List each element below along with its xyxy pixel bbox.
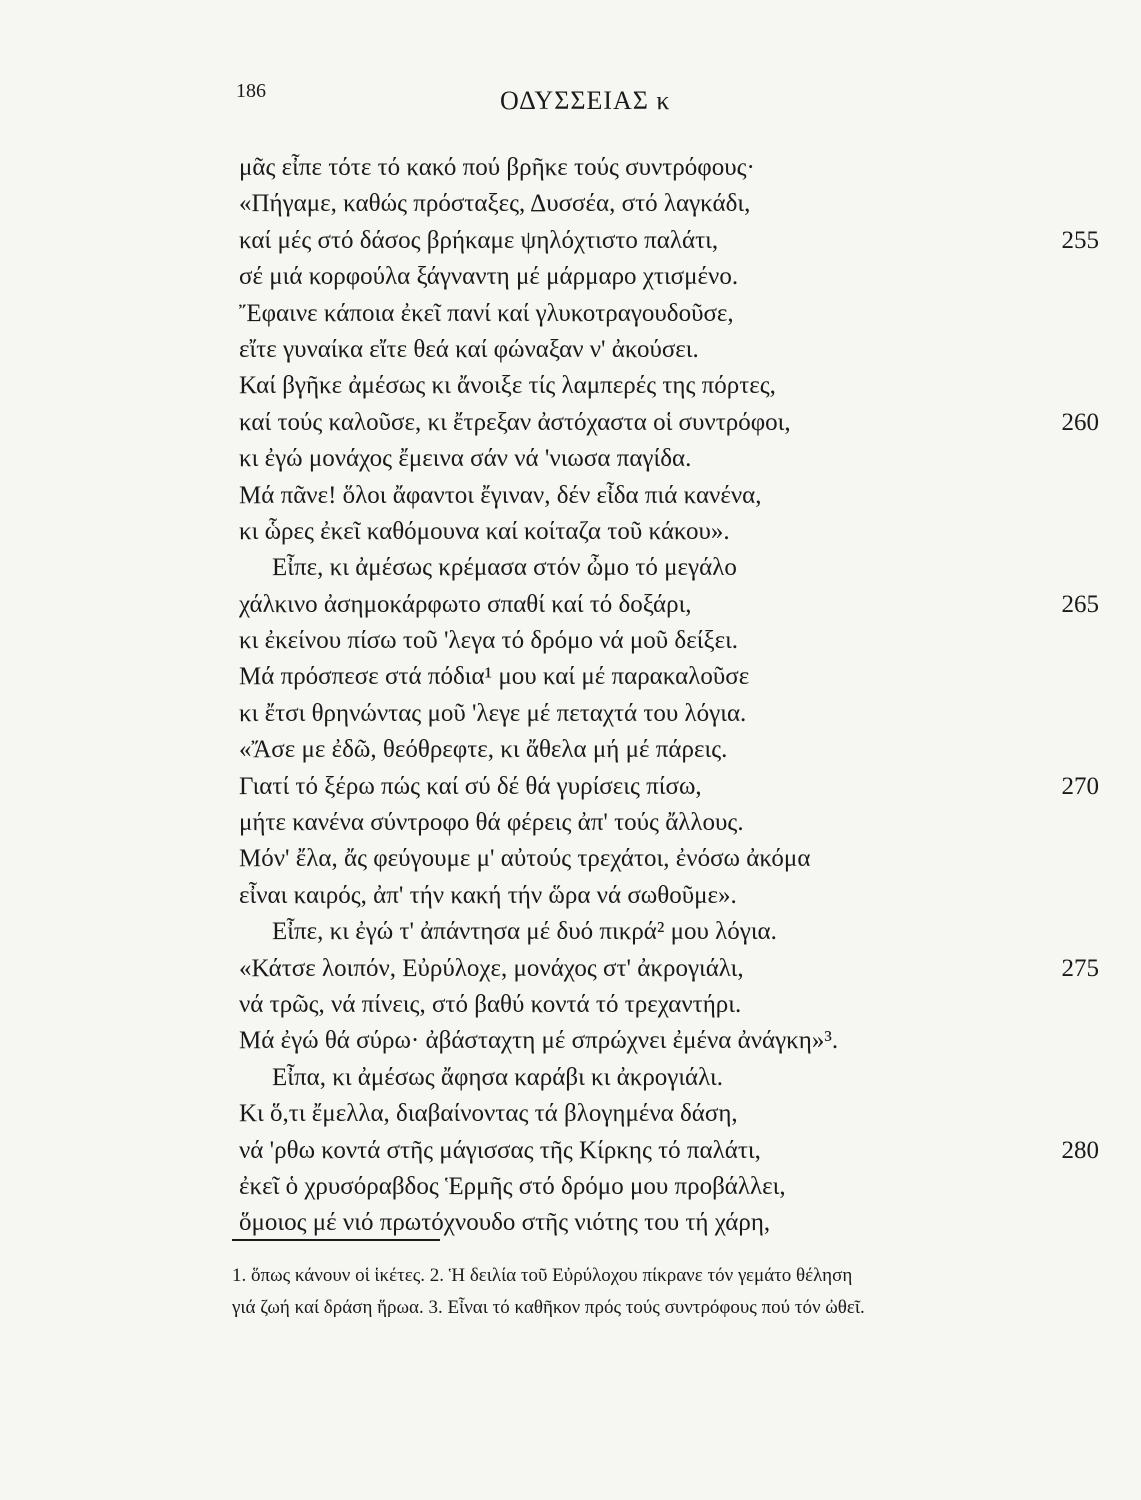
verse-line: [239, 223, 1099, 259]
footnotes: [232, 1260, 1100, 1324]
verse-text: κι ἐγώ μονάχος ἔμεινα σάν νά 'νιωσα παγίδα.: [239, 445, 692, 473]
verse-text: σέ μιά κορφούλα ξάγναντη μέ μάρμαρο χτισμένο.: [239, 263, 739, 291]
footnote-line: 1. ὅπως κάνουν οἱ ἱκέτες. 2. Ἡ δειλία τοῦ Εὐρύλοχου πίκρανε τόν γεμάτο θέληση: [232, 1265, 853, 1286]
verse-line: [239, 1169, 1099, 1205]
verse-text: Εἶπε, κι ἐγώ τ' ἀπάντησα μέ δυό πικρά² μου λόγια.: [272, 918, 777, 946]
verse-text: «Πήγαμε, καθώς πρόσταξες, Δυσσέα, στό λαγκάδι,: [239, 190, 751, 218]
verse-line: [239, 259, 1099, 295]
line-number: 270: [1061, 772, 1099, 800]
verse-line: [239, 587, 1099, 623]
verse-text: νά 'ρθω κοντά στῆς μάγισσας τῆς Κίρκης τό παλάτι,: [239, 1136, 761, 1164]
verse-line: [239, 623, 1099, 659]
verse-line: [239, 1096, 1099, 1132]
verse-text: ἐκεῖ ὁ χρυσόραβδος Ἑρμῆς στό δρόμο μου προβάλλει,: [239, 1172, 786, 1200]
verse-line: [239, 441, 1099, 477]
verse-text: Μά πρόσπεσε στά πόδια¹ μου καί μέ παρακαλοῦσε: [239, 663, 750, 691]
verse-text: χάλκινο ἀσημοκάρφωτο σπαθί καί τό δοξάρι,: [239, 590, 692, 618]
verse-text: Κι ὅ,τι ἔμελλα, διαβαίνοντας τά βλογημένα δάση,: [239, 1100, 738, 1128]
footnote-rule: [232, 1239, 440, 1241]
verse-line: [239, 1133, 1099, 1169]
verse-line: [239, 296, 1099, 332]
verse-line: [239, 659, 1099, 695]
verse-text: μήτε κανένα σύντροφο θά φέρεις ἀπ' τούς ἄλλους.: [239, 809, 744, 837]
verse-line: [239, 951, 1099, 987]
verse-text: Μά πᾶνε! ὅλοι ἄφαντοι ἔγιναν, δέν εἶδα πιά κανένα,: [239, 481, 762, 509]
verse-text: κι ἔτσι θρηνώντας μοῦ 'λεγε μέ πεταχτά του λόγια.: [239, 699, 747, 727]
running-head: ΟΔΥΣΣΕΙΑΣ κ: [500, 86, 671, 115]
verse-line: [239, 1023, 1099, 1059]
verse-text: «Κάτσε λοιπόν, Εὐρύλοχε, μονάχος στ' ἀκρογιάλι,: [239, 954, 744, 982]
verse-text: καί μές στό δάσος βρήκαμε ψηλόχτιστο παλάτι,: [239, 226, 719, 254]
verse-text: Εἶπε, κι ἀμέσως κρέμασα στόν ὦμο τό μεγάλο: [272, 554, 737, 582]
verse-line: [239, 841, 1099, 877]
line-number: 280: [1061, 1136, 1099, 1164]
verse-text: ὅμοιος μέ νιό πρωτόχνουδο στῆς νιότης του τή χάρη,: [239, 1209, 771, 1237]
verse-line: [239, 186, 1099, 222]
verse-text: Εἶπα, κι ἀμέσως ἄφησα καράβι κι ἀκρογιάλι.: [272, 1063, 723, 1091]
verse-line: [239, 769, 1099, 805]
verse-line: [239, 332, 1099, 368]
line-number: 265: [1061, 590, 1099, 618]
verse-line: [239, 878, 1099, 914]
verse-line: [239, 368, 1099, 404]
verse-text: εἴτε γυναίκα εἴτε θεά καί φώναξαν ν' ἀκούσει.: [239, 335, 699, 363]
page-number: 186: [236, 80, 266, 102]
verse-text: Μόν' ἔλα, ἄς φεύγουμε μ' αὐτούς τρεχάτοι, ἐνόσω ἀκόμα: [239, 845, 811, 873]
verse-line: [239, 1060, 1099, 1096]
verse-line: [239, 514, 1099, 550]
verse-text: κι ἐκείνου πίσω τοῦ 'λεγα τό δρόμο νά μοῦ δείξει.: [239, 627, 739, 655]
verse-text: Γιατί τό ξέρω πώς καί σύ δέ θά γυρίσεις πίσω,: [239, 772, 702, 800]
verse-text: εἶναι καιρός, ἀπ' τήν κακή τήν ὥρα νά σωθοῦμε».: [239, 881, 737, 909]
verse-text: Καί βγῆκε ἀμέσως κι ἄνοιξε τίς λαμπερές της πόρτες,: [239, 372, 776, 400]
verse-text: «Ἄσε με ἐδῶ, θεόθρεφτε, κι ἄθελα μή μέ πάρεις.: [239, 736, 728, 764]
verse-text: Ἔφαινε κάποια ἐκεῖ πανί καί γλυκοτραγουδοῦσε,: [239, 299, 734, 327]
verse-text: νά τρῶς, νά πίνεις, στό βαθύ κοντά τό τρεχαντήρι.: [239, 990, 742, 1018]
verse-line: [239, 914, 1099, 950]
verse-line: [239, 550, 1099, 586]
verse-text: κι ὧρες ἐκεῖ καθόμουνα καί κοίταζα τοῦ κάκου».: [239, 517, 730, 545]
verse-line: [239, 478, 1099, 514]
verse-text: μᾶς εἶπε τότε τό κακό πού βρῆκε τούς συντρόφους·: [239, 154, 755, 181]
verse-line: [239, 987, 1099, 1023]
verse-text: Μά ἐγώ θά σύρω· ἀβάσταχτη μέ σπρώχνει ἐμένα ἀνάγκη»³.: [239, 1027, 839, 1055]
verse-line: [239, 696, 1099, 732]
verse-line: [239, 405, 1099, 441]
verse-text: καί τούς καλοῦσε, κι ἔτρεξαν ἀστόχαστα οἱ συντρόφοι,: [239, 408, 791, 436]
verse-block: [239, 150, 1099, 1242]
line-number: 275: [1061, 954, 1099, 982]
verse-line: [239, 732, 1099, 768]
line-number: 260: [1061, 408, 1099, 436]
verse-line: [239, 150, 1099, 186]
line-number: 255: [1061, 226, 1099, 254]
footnote-line: γιά ζωή καί δράση ἥρωα. 3. Εἶναι τό καθῆκον πρός τούς συντρόφους πού τόν ὠθεῖ.: [232, 1297, 865, 1318]
verse-line: [239, 1205, 1099, 1241]
verse-line: [239, 805, 1099, 841]
